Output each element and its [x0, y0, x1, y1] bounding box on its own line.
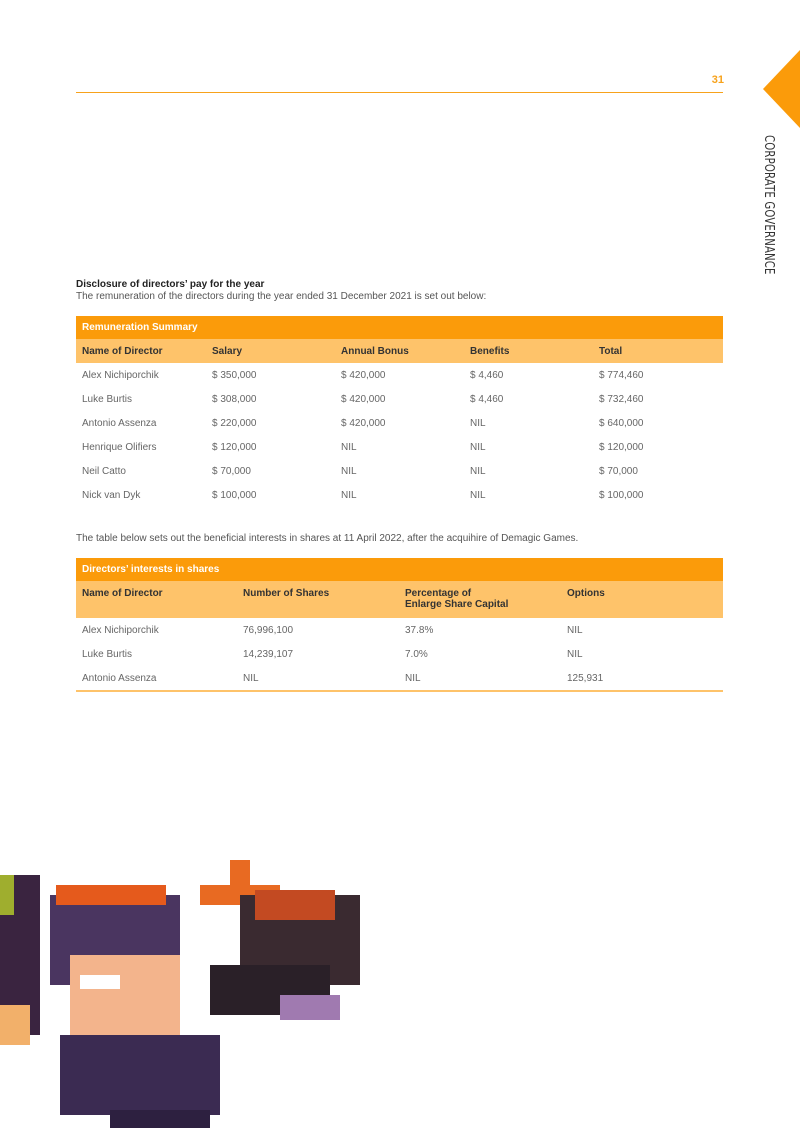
table-cell: Luke Burtis [82, 393, 133, 405]
table-cell: $ 420,000 [341, 393, 386, 405]
table-cell: $ 420,000 [341, 369, 386, 381]
table-row [76, 483, 723, 507]
table-cell: NIL [341, 489, 357, 501]
table-cell: Henrique Olifiers [82, 441, 157, 453]
table-cell: $ 350,000 [212, 369, 257, 381]
table-cell: NIL [470, 441, 486, 453]
table-row [76, 618, 723, 642]
column-header: Number of Shares [237, 581, 399, 618]
table-row [76, 411, 723, 435]
column-header: Total [593, 339, 723, 363]
table-cell: Neil Catto [82, 465, 126, 477]
table-cell: NIL [470, 465, 486, 477]
table-cell: 76,996,100 [243, 624, 294, 636]
table-cell: NIL [243, 672, 259, 684]
table-cell: $ 220,000 [212, 417, 257, 429]
table-cell: NIL [567, 648, 583, 660]
table-cell: $ 100,000 [599, 489, 644, 501]
table-cell: NIL [405, 672, 421, 684]
section-label [760, 135, 780, 280]
table-cell: 14,239,107 [243, 648, 294, 660]
table-cell: NIL [470, 417, 486, 429]
table-cell: Nick van Dyk [82, 489, 141, 501]
section-label-text: CORPORATE GOVERNANCE [761, 135, 776, 275]
table-title: Remuneration Summary [76, 316, 723, 339]
table-cell: $ 120,000 [212, 441, 257, 453]
column-header: Name of Director [76, 581, 237, 618]
table-cell: $ 100,000 [212, 489, 257, 501]
column-header: Name of Director [76, 339, 206, 363]
column-header: Salary [206, 339, 335, 363]
table-cell: NIL [341, 441, 357, 453]
table-cell: NIL [470, 489, 486, 501]
header-rule [76, 92, 723, 93]
table-row [76, 459, 723, 483]
table-row [76, 642, 723, 666]
interests-table [76, 558, 723, 692]
column-header: Benefits [464, 339, 593, 363]
table-cell: 7.0% [405, 648, 428, 660]
page-number: 31 [711, 74, 724, 86]
column-header-line: Percentage of [405, 588, 472, 599]
table-cell: Antonio Assenza [82, 672, 157, 684]
table-cell: NIL [567, 624, 583, 636]
table-cell: Alex Nichiporchik [82, 369, 159, 381]
table-cell: $ 774,460 [599, 369, 644, 381]
table-cell: $ 308,000 [212, 393, 257, 405]
section-tab-triangle [763, 50, 800, 128]
table-cell: $ 70,000 [212, 465, 251, 477]
table-row [76, 387, 723, 411]
table-cell: NIL [341, 465, 357, 477]
table-row [76, 666, 723, 691]
table-cell: $ 70,000 [599, 465, 638, 477]
table-title: Directors’ interests in shares [76, 558, 723, 581]
interests-intro: The table below sets out the beneficial interests in shares at 11 April 2022, after the acquihire of Demagic Games. [76, 533, 579, 544]
column-header [399, 581, 561, 618]
remuneration-table [76, 316, 723, 507]
section-heading: Disclosure of directors’ pay for the year [76, 279, 265, 290]
table-cell: $ 120,000 [599, 441, 644, 453]
column-header: Options [561, 581, 723, 618]
table-row [76, 435, 723, 459]
column-header: Annual Bonus [335, 339, 464, 363]
table-cell: $ 420,000 [341, 417, 386, 429]
table-cell: 125,931 [567, 672, 604, 684]
table-cell: Luke Burtis [82, 648, 133, 660]
table-cell: $ 732,460 [599, 393, 644, 405]
table-cell: $ 640,000 [599, 417, 644, 429]
table-row [76, 363, 723, 387]
table-cell: 37.8% [405, 624, 434, 636]
table-cell: $ 4,460 [470, 369, 504, 381]
pixel-art-characters-illustration [0, 855, 370, 1131]
table-cell: Alex Nichiporchik [82, 624, 159, 636]
table-cell: Antonio Assenza [82, 417, 157, 429]
intro-text: The remuneration of the directors during the year ended 31 December 2021 is set out below: [76, 291, 487, 302]
column-header-line: Enlarge Share Capital [405, 599, 509, 610]
table-cell: $ 4,460 [470, 393, 504, 405]
